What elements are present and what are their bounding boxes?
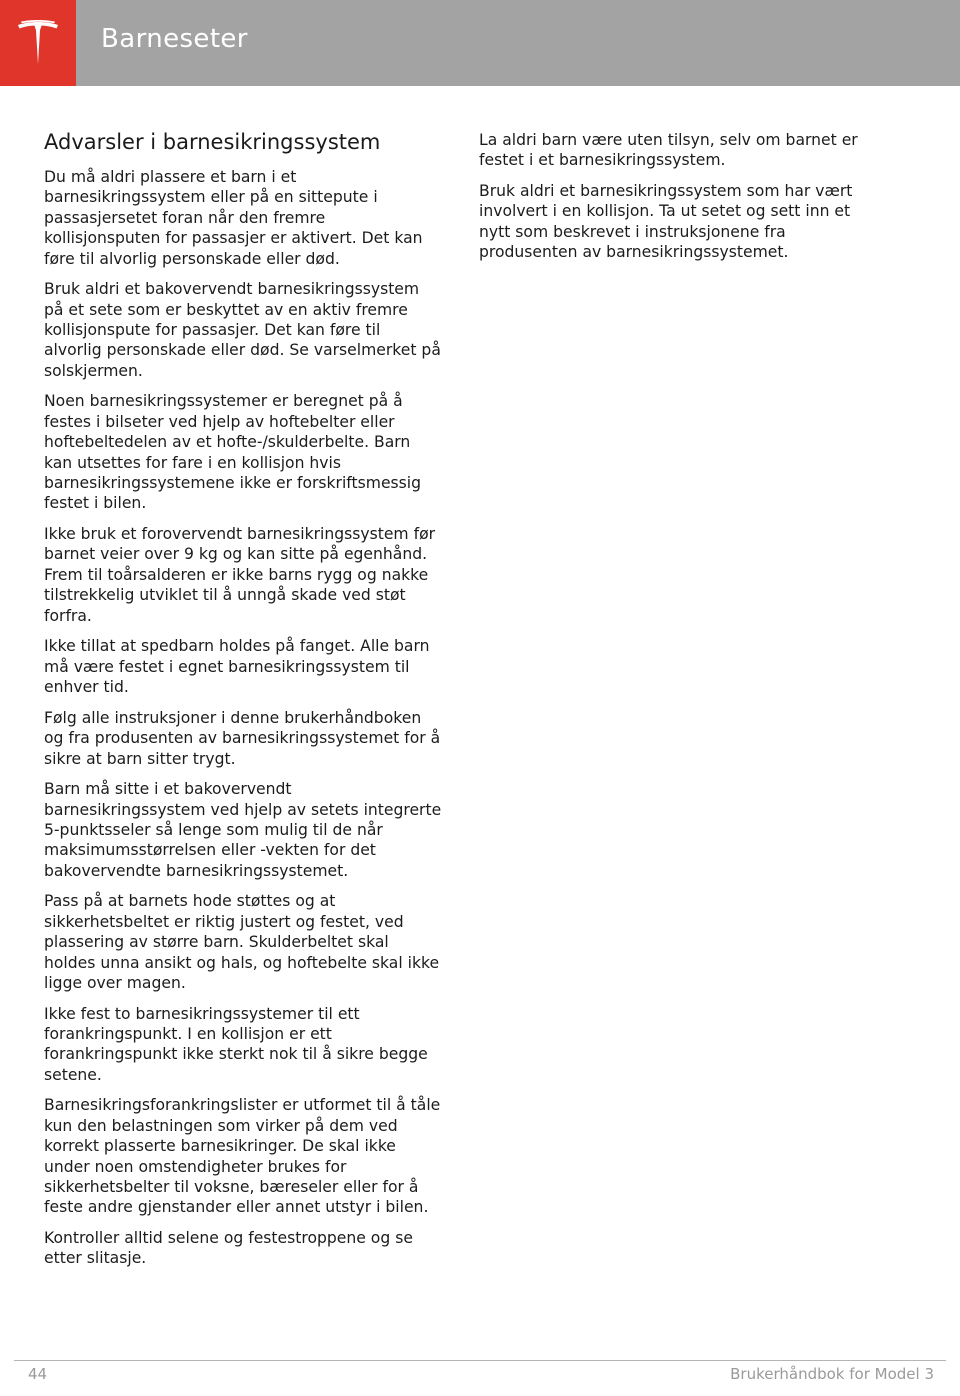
warning-paragraph-6: Følg alle instruksjoner i denne brukerhåndboken og fra produsenten av barnesikringssystemet for å sikre at barn sitter trygt.: [44, 708, 441, 768]
manual-title: Brukerhåndbok for Model 3: [730, 1365, 934, 1383]
warning-paragraph-2: Bruk aldri et bakovervendt barnesikringssystem på et sete som er beskyttet av en aktiv fremre kollisjonspute for passasjer. Det kan føre til alvorlig personskade eller død. Se varselmerket på solskjermen.: [44, 280, 441, 380]
section-heading: Advarsler i barnesikringssystem: [44, 130, 381, 154]
page-header: [0, 0, 960, 86]
warning-paragraph-10: Barnesikringsforankringslister er utformet til å tåle kun den belastningen som virker på dem ved korrekt plasserte barnesikringer. De skal ikke under noen omstendigheter brukes for sikkerhetsbelter til voksne, bæreseler eller for å feste andre gjenstander eller annet utstyr i bilen.: [44, 1096, 441, 1217]
warning-paragraph-11: Kontroller alltid selene og festestroppene og se etter slitasje.: [44, 1228, 413, 1268]
warning-paragraph-1: Du må aldri plassere et barn i et barnesikringssystem eller på en sittepute i passasjersetet foran når den fremre kollisjonsputen for passasjer er aktivert. Det kan føre til alvorlig personskade eller død.: [44, 168, 423, 268]
warning-paragraph-3: Noen barnesikringssystemer er beregnet på å festes i bilseter ved hjelp av hoftebelter eller hoftebeltedelen av et hofte-/skulderbelte. Barn kan utsettes for fare i en kollisjon hvis barnesikringssystemene ikke er forskriftsmessig festet i bilen.: [44, 392, 422, 513]
footer-divider: [14, 1360, 946, 1361]
chapter-title: Barneseter: [101, 24, 248, 54]
warning-paragraph-7: Barn må sitte i et bakovervendt barnesikringssystem ved hjelp av setets integrerte 5-punktsseler så lenge som mulig til de når maksimumsstørrelsen eller -vekten for det bakovervendte barnesikringssystemet.: [44, 780, 442, 880]
warning-paragraph-8: Pass på at barnets hode støttes og at sikkerhetsbeltet er riktig justert og festet, ved plassering av større barn. Skulderbeltet skal holdes unna ansikt og hals, og hoftebelte skal ikke ligge over magen.: [44, 892, 440, 992]
warning-paragraph-4: Ikke bruk et forovervendt barnesikringssystem før barnet veier over 9 kg og kan sitte på egenhånd. Frem til toårsalderen er ikke barns rygg og nakke tilstrekkelig utviklet til å unngå skade ved støt forfra.: [44, 525, 436, 625]
logo-box: [0, 0, 76, 86]
left-column: [44, 128, 442, 1279]
warning-paragraph-13: Bruk aldri et barnesikringssystem som har vært involvert i en kollisjon. Ta ut setet og sett inn et nytt som beskrevet i instruksjonene fra produsenten av barnesikringssystemet.: [479, 182, 853, 262]
warning-paragraph-12: La aldri barn være uten tilsyn, selv om barnet er festet i et barnesikringssystem.: [479, 131, 858, 170]
right-column: [479, 128, 883, 273]
warning-paragraph-9: Ikke fest to barnesikringssystemer til ett forankringspunkt. I en kollisjon er ett forankringspunkt ikke sterkt nok til å sikre begge setene.: [44, 1004, 428, 1084]
warning-paragraph-5: Ikke tillat at spedbarn holdes på fanget. Alle barn må være festet i egnet barnesikringssystem til enhver tid.: [44, 637, 430, 697]
page-number: 44: [28, 1365, 48, 1383]
tesla-logo-icon: [17, 20, 59, 66]
